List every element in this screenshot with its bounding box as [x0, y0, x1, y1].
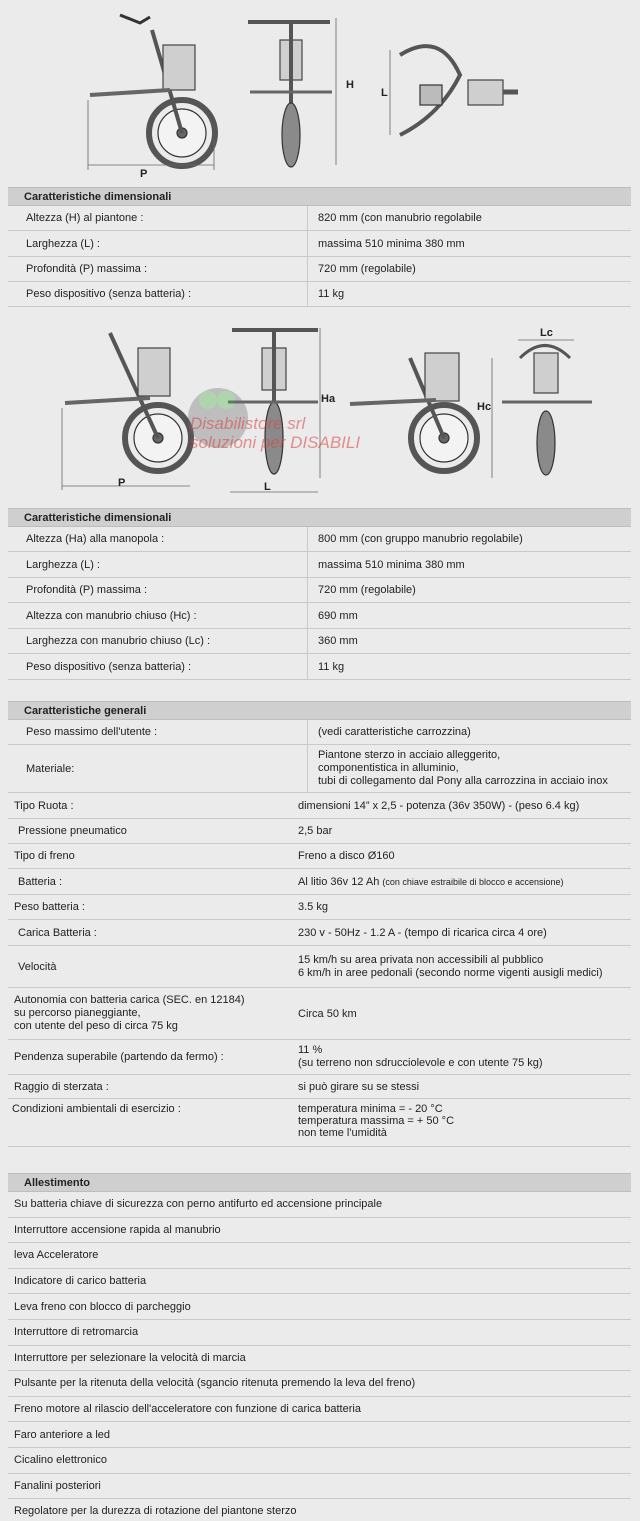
row-value-line: componentistica in alluminio, [318, 762, 459, 774]
label-h: H [346, 79, 354, 91]
table-row [8, 206, 631, 231]
table-row [8, 257, 631, 282]
row-value: 230 v - 50Hz - 1.2 A - (tempo di ricarica circa 4 ore) [298, 926, 547, 939]
list-item: Leva freno con blocco di parcheggio [8, 1294, 631, 1320]
table-row [8, 603, 631, 629]
list-item: Indicatore di carico batteria [8, 1269, 631, 1295]
table-allestimento [8, 1173, 631, 1521]
table-row [8, 869, 631, 895]
table-row [8, 745, 631, 793]
table-row [8, 988, 631, 1040]
list-item: Su batteria chiave di sicurezza con perno antifurto ed accensione principale [8, 1192, 631, 1218]
table-row [8, 920, 631, 946]
list-item: Cicalino elettronico [8, 1448, 631, 1474]
label-hc: Hc [477, 401, 492, 413]
row-value-line: temperatura massima = + 50 °C [298, 1115, 455, 1127]
table-row [8, 552, 631, 578]
row-key: Raggio di sterzata : [14, 1080, 109, 1093]
row-key: Larghezza con manubrio chiuso (Lc) : [8, 629, 308, 653]
row-value: 11 kg [318, 660, 345, 673]
row-key: Larghezza (L) : [8, 552, 308, 577]
label-ha: Ha [321, 393, 336, 405]
watermark-line2: soluzioni per DISABILI [190, 433, 361, 452]
list-item: leva Acceleratore [8, 1243, 631, 1269]
table-row [8, 720, 631, 745]
row-value-line: tubi di collegamento dal Pony alla carrozzina in acciaio inox [318, 775, 608, 787]
row-value [308, 745, 608, 792]
row-value-line: Piantone sterzo in acciaio alleggerito, [318, 749, 501, 761]
table-dimensions-2 [8, 508, 631, 680]
row-value: dimensioni 14” x 2,5 - potenza (36v 350W) - (peso 6.4 kg) [298, 799, 580, 812]
row-value: 11 kg [318, 288, 345, 300]
row-key: Altezza (H) al piantone : [8, 206, 308, 230]
row-key: Materiale: [8, 745, 308, 792]
row-key: Larghezza (L) : [8, 231, 308, 256]
row-value [288, 946, 603, 987]
list-item: Interruttore di retromarcia [8, 1320, 631, 1346]
row-value: massima 510 minima 380 mm [318, 558, 465, 571]
table-title: Caratteristiche dimensionali [8, 187, 631, 206]
row-value: 360 mm [318, 635, 358, 647]
row-key: Peso batteria : [14, 901, 85, 913]
row-value: 690 mm [318, 609, 358, 622]
row-value: massima 510 minima 380 mm [318, 237, 465, 250]
watermark [190, 414, 360, 452]
label-l: L [264, 481, 271, 493]
table-row [8, 819, 631, 844]
row-key: Altezza con manubrio chiuso (Hc) : [8, 603, 308, 628]
row-value: 3.5 kg [298, 901, 328, 913]
figure-dimensions-1 [0, 0, 640, 185]
row-value: Circa 50 km [298, 1007, 357, 1020]
table-row [8, 578, 631, 603]
row-value: 820 mm (con manubrio regolabile [318, 212, 482, 224]
list-item: Freno motore al rilascio dell'acceleratore con funzione di carica batteria [8, 1397, 631, 1423]
row-value [288, 869, 564, 894]
table-row [8, 895, 631, 920]
row-value: 720 mm (regolabile) [318, 263, 416, 275]
row-key: Peso massimo dell'utente : [8, 720, 308, 744]
table-title: Caratteristiche generali [8, 701, 631, 720]
row-key: Pendenza superabile (partendo da fermo) : [14, 1051, 224, 1063]
table-row [8, 844, 631, 869]
row-key: Batteria : [18, 875, 63, 888]
row-value-line: temperatura minima = - 20 °C [298, 1103, 443, 1115]
table-row [8, 527, 631, 552]
row-value: 800 mm (con gruppo manubrio regolabile) [318, 533, 523, 545]
label-lc: Lc [540, 327, 553, 339]
watermark-line1: Disabilistore srl [190, 414, 306, 433]
table-row [8, 1099, 631, 1147]
table-title: Allestimento [8, 1173, 631, 1192]
table-row [8, 282, 631, 307]
row-key: Peso dispositivo (senza batteria) : [8, 282, 308, 306]
row-key: Carica Batteria : [18, 926, 97, 939]
row-value-line: 6 km/h in aree pedonali (secondo norme vigenti ausigli medici) [298, 966, 603, 979]
row-value: 720 mm (regolabile) [318, 584, 416, 596]
row-key: Peso dispositivo (senza batteria) : [8, 654, 308, 679]
row-key: Condizioni ambientali di esercizio : [12, 1103, 181, 1115]
list-item: Interruttore accensione rapida al manubrio [8, 1218, 631, 1244]
table-row [8, 231, 631, 257]
row-value-line: non teme l'umidità [298, 1127, 387, 1139]
table-row [8, 629, 631, 654]
device-drawing-1 [0, 0, 640, 185]
row-value-main: Al litio 36v 12 Ah [298, 875, 380, 888]
row-key: Tipo di freno [14, 850, 75, 862]
row-key-line: con utente del peso di circa 75 kg [14, 1020, 178, 1032]
row-key: Tipo Ruota : [14, 799, 74, 812]
label-p: P [118, 477, 126, 489]
row-value: 2,5 bar [298, 825, 333, 837]
row-value [288, 1099, 454, 1146]
row-key: Altezza (Ha) alla manopola : [8, 527, 308, 551]
row-value: (vedi caratteristiche carrozzina) [318, 726, 471, 738]
list-item: Fanalini posteriori [8, 1474, 631, 1500]
table-general [8, 701, 631, 1147]
row-value [288, 1040, 543, 1074]
table-dimensions-1 [8, 187, 631, 307]
row-key-line: su percorso pianeggiante, [14, 1007, 141, 1019]
row-key: Pressione pneumatico [18, 825, 127, 837]
row-key: Velocità [18, 960, 57, 973]
row-key: Profondità (P) massima : [8, 257, 308, 281]
device-drawing-2 [0, 318, 640, 503]
row-key-line: Autonomia con batteria carica (SEC. en 12184) [14, 994, 245, 1006]
row-key: Profondità (P) massima : [8, 578, 308, 602]
list-item: Regolatore per la durezza di rotazione del piantone sterzo [8, 1499, 631, 1521]
label-p: P [140, 168, 148, 180]
list-item: Pulsante per la ritenuta della velocità (sgancio ritenuta premendo la leva del freno) [8, 1371, 631, 1397]
table-row [8, 654, 631, 680]
table-row [8, 1040, 631, 1075]
table-row [8, 946, 631, 988]
row-value-line: 15 km/h su area privata non accessibili al pubblico [298, 953, 544, 966]
row-value-line: (su terreno non sdrucciolevole e con utente 75 kg) [298, 1057, 543, 1069]
list-item: Faro anteriore a led [8, 1422, 631, 1448]
list-item: Interruttore per selezionare la velocità di marcia [8, 1346, 631, 1372]
label-l: L [381, 87, 388, 99]
figure-dimensions-2 [0, 318, 640, 503]
table-row [8, 793, 631, 819]
table-row [8, 1075, 631, 1099]
row-value: Freno a disco Ø160 [298, 850, 395, 862]
table-title: Caratteristiche dimensionali [8, 508, 631, 527]
row-value: si può girare su se stessi [298, 1080, 420, 1093]
row-value-note: (con chiave estraibile di blocco e accensione) [382, 876, 564, 887]
row-key [8, 988, 288, 1039]
row-value-line: 11 % [298, 1044, 323, 1056]
